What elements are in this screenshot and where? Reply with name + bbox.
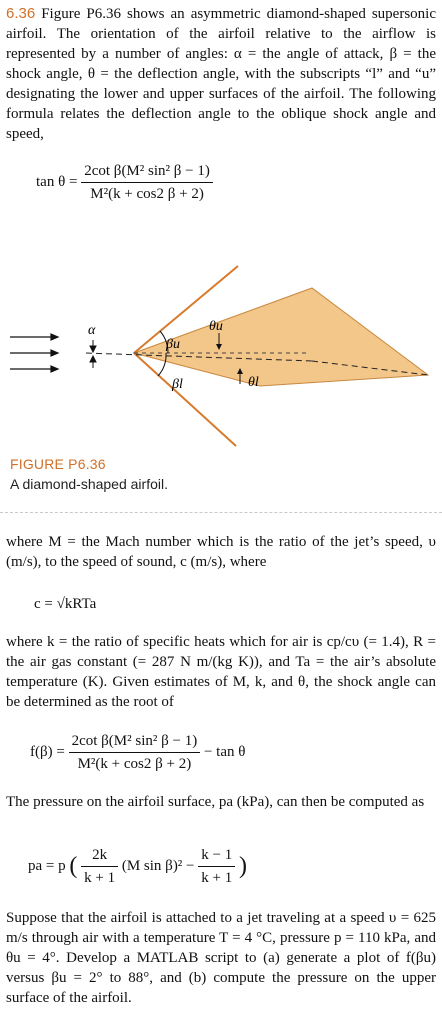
equation-fraction: [81, 160, 213, 205]
equation-rhs: − tan θ: [203, 743, 246, 760]
alpha-label: α: [88, 323, 96, 338]
ratio-paragraph: where k = the ratio of specific heats which for air is cp/cυ (= 1.4), R = the air gas constant (= 287 N m/(kg K)), and Ta = the air’s absolute temperature (K). Given estimates of M, k, and θ, the shock angle can be determined as the root of: [6, 634, 436, 710]
equation-denominator: M²(k + cos2 β + 2): [77, 756, 192, 772]
task-paragraph: Suppose that the airfoil is attached to a jet traveling at a speed υ = 625 m/s through air with a temperature T = 4 °C, pressure p = 110 kPa, and θu = 4°. Develop a MATLAB script to (a) generate a plot of f(βu) versus βu = 2° to 88°, and (b) compute the pressure on the upper surface of the airfoil.: [6, 910, 436, 1006]
fraction-2k-numerator: 2k: [81, 844, 118, 867]
equation-deflection: [36, 160, 213, 205]
problem-number: 6.36: [6, 5, 36, 22]
equation-mid: (M sin β)² −: [121, 857, 195, 874]
equation-numerator: 2cot β(M² sin² β − 1): [81, 160, 213, 183]
equation-denominator: M²(k + cos2 β + 2): [90, 186, 204, 202]
theta-u-label: θu: [209, 319, 223, 334]
figure-caption-title: FIGURE P6.36: [10, 456, 106, 472]
airfoil-figure: [0, 258, 442, 448]
problem-intro-text: Figure P6.36 shows an asymmetric diamond-shaped supersonic airfoil. The orientation of the airfoil relative to the airflow is represented by a number of angles: α = the angle of attack, β = the shock angle, θ = the deflection angle, with the subscripts “l” and “u” designating the lower and upper surfaces of the airfoil. The following formula relates the deflection angle to the oblique shock angle and speed,: [6, 6, 436, 142]
beta-u-label: βu: [166, 337, 180, 352]
equation-lhs: f(β) =: [30, 743, 65, 760]
equation-sound-speed: c = √kRTa: [34, 596, 97, 612]
equation-lhs: pa = p: [28, 857, 66, 874]
pressure-paragraph: The pressure on the airfoil surface, pa (kPa), can then be computed as: [6, 794, 425, 810]
equation-fraction: [69, 730, 201, 775]
fraction-2k-denominator: k + 1: [84, 870, 116, 886]
close-paren: ): [238, 853, 247, 879]
open-paren: (: [69, 853, 78, 879]
problem-intro: [6, 4, 436, 144]
freestream-arrows: [10, 334, 58, 372]
mach-paragraph: where M = the Mach number which is the ratio of the jet’s speed, υ (m/s), to the speed of sound, c (m/s), where: [6, 534, 436, 570]
fraction-k-minus-1-numerator: k − 1: [198, 844, 235, 867]
equation-numerator: 2cot β(M² sin² β − 1): [69, 730, 201, 753]
beta-l-label: βl: [172, 377, 183, 392]
divider: [0, 512, 442, 513]
equation-pressure: [28, 844, 247, 889]
fraction-k-minus-1: [198, 844, 235, 889]
figure-caption-text: A diamond-shaped airfoil.: [10, 476, 168, 492]
fraction-k-minus-1-denominator: k + 1: [201, 870, 233, 886]
fraction-2k: [81, 844, 118, 889]
equation-lhs: tan θ =: [36, 173, 78, 190]
alpha-marker: [90, 340, 96, 368]
theta-l-label: θl: [248, 375, 259, 390]
equation-root-function: [30, 730, 245, 775]
